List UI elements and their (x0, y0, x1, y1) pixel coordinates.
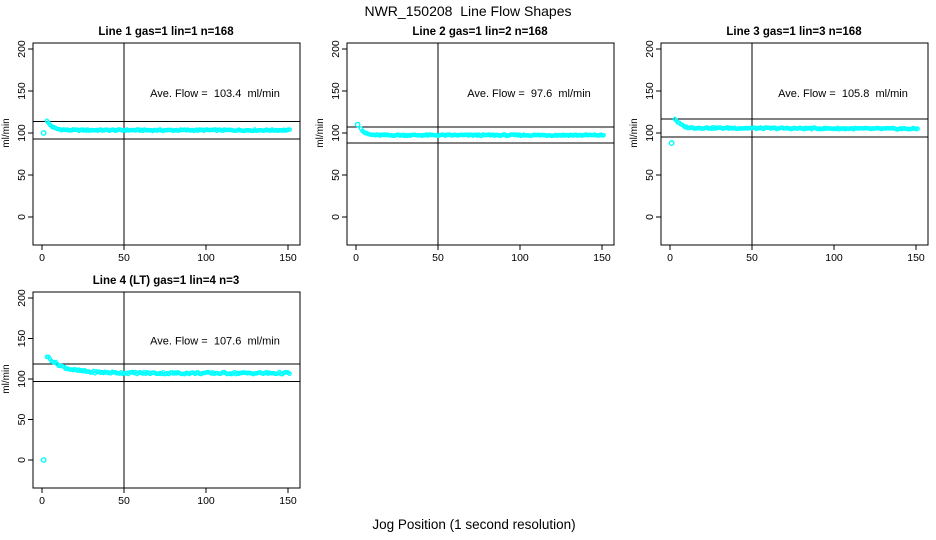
x-tick-label: 50 (746, 252, 758, 264)
y-tick-label: 100 (16, 124, 28, 142)
x-tick-label: 0 (39, 495, 45, 507)
y-axis-title: ml/min (1, 118, 12, 148)
x-tick-label: 150 (907, 252, 925, 264)
y-tick-label: 150 (644, 82, 656, 100)
y-tick-label: 0 (16, 214, 28, 220)
outlier-point (41, 458, 45, 462)
outlier-point (669, 141, 673, 145)
panel-4 (1, 275, 300, 507)
y-tick-label: 200 (644, 40, 656, 58)
x-tick-label: 150 (279, 252, 297, 264)
ave-flow-annotation: Ave. Flow = 107.6 ml/min (150, 335, 280, 348)
panel-title: Line 2 gas=1 lin=2 n=168 (412, 26, 548, 38)
figure-title: NWR_150208 Line Flow Shapes (364, 3, 572, 19)
plot-box (33, 43, 300, 245)
panel-2 (315, 26, 614, 264)
x-tick-label: 0 (39, 252, 45, 264)
y-tick-label: 200 (16, 40, 28, 58)
y-tick-label: 150 (330, 82, 342, 100)
panel-1 (1, 26, 300, 264)
y-tick-label: 100 (330, 124, 342, 142)
outlier-point (41, 131, 45, 135)
ave-flow-annotation: Ave. Flow = 97.6 ml/min (467, 88, 591, 100)
plot-box (661, 43, 928, 245)
x-tick-label: 100 (825, 252, 843, 264)
panel-3 (629, 26, 928, 264)
x-tick-label: 100 (197, 252, 215, 264)
y-axis-title: ml/min (629, 118, 640, 148)
x-tick-label: 0 (353, 252, 359, 264)
x-tick-label: 50 (432, 252, 444, 264)
y-tick-label: 50 (330, 169, 342, 181)
y-tick-label: 200 (16, 289, 28, 307)
ave-flow-annotation: Ave. Flow = 103.4 ml/min (150, 88, 280, 100)
x-tick-label: 50 (118, 495, 130, 507)
panel-title: Line 3 gas=1 lin=3 n=168 (726, 26, 862, 38)
x-tick-label: 150 (279, 495, 297, 507)
y-axis-title: ml/min (315, 118, 326, 148)
y-axis-title: ml/min (1, 364, 12, 394)
ave-flow-annotation: Ave. Flow = 105.8 ml/min (778, 88, 908, 100)
y-tick-label: 0 (16, 457, 28, 463)
x-tick-label: 100 (511, 252, 529, 264)
y-tick-label: 50 (644, 169, 656, 181)
outlier-point (355, 122, 359, 126)
y-tick-label: 0 (644, 214, 656, 220)
panel-title: Line 1 gas=1 lin=1 n=168 (98, 26, 234, 38)
y-tick-label: 100 (644, 124, 656, 142)
x-tick-label: 150 (593, 252, 611, 264)
panel-title: Line 4 (LT) gas=1 lin=4 n=3 (92, 275, 240, 287)
y-tick-label: 200 (330, 40, 342, 58)
y-tick-label: 50 (16, 169, 28, 181)
x-tick-label: 100 (197, 495, 215, 507)
plot-box (33, 292, 300, 488)
y-tick-label: 150 (16, 329, 28, 348)
plot-box (347, 43, 614, 245)
x-tick-label: 50 (118, 252, 130, 264)
y-tick-label: 100 (16, 370, 28, 388)
y-tick-label: 0 (330, 214, 342, 220)
x-tick-label: 0 (667, 252, 673, 264)
x-axis-label: Jog Position (1 second resolution) (372, 517, 576, 532)
y-tick-label: 50 (16, 413, 28, 426)
y-tick-label: 150 (16, 82, 28, 100)
